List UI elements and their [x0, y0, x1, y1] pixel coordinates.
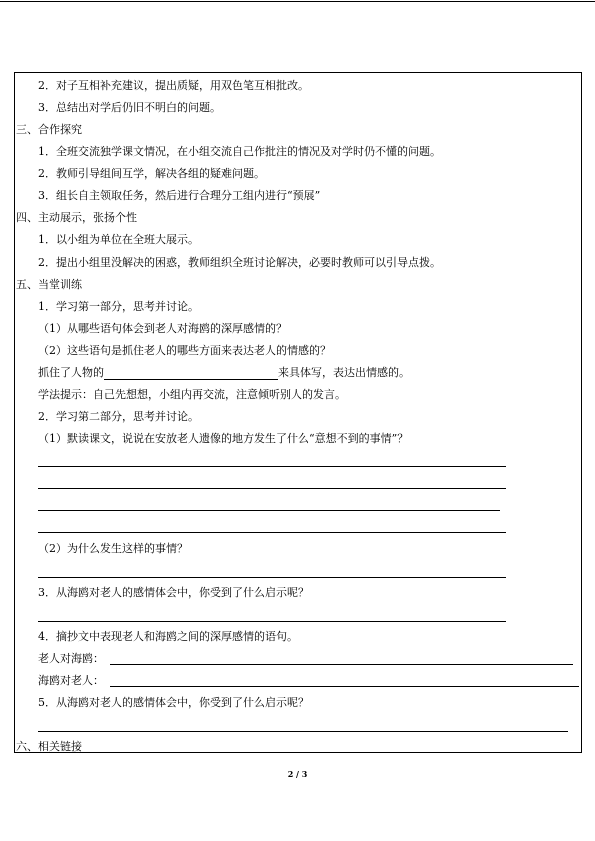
- old-man-to-gulls-line[interactable]: [110, 664, 573, 665]
- section-4-item-1: 1．以小组为单位在全班大展示。: [38, 233, 199, 246]
- section-4-heading: 四、主动展示，张扬个性: [16, 211, 137, 224]
- section-5-heading: 五、当堂训练: [16, 278, 82, 291]
- fill-in-suffix: 来具体写，表达出情感的。: [278, 366, 410, 379]
- study-tip: 学法提示：自己先想想，小组内再交流，注意倾听别人的发言。: [38, 388, 346, 401]
- answer-line[interactable]: [38, 532, 506, 533]
- section-3-item-1: 1．全班交流独学课文情况，在小组交流自己作批注的情况及对学时仍不懂的问题。: [38, 145, 441, 158]
- step-2-pair-review: 2．对子互相补充建议，提出质疑，用双色笔互相批改。: [38, 79, 309, 92]
- answer-line[interactable]: [38, 466, 506, 467]
- section-6-heading: 六、相关链接: [16, 740, 82, 753]
- answer-line[interactable]: [38, 488, 506, 489]
- step-3-summary: 3．总结出对学后仍旧不明白的问题。: [38, 101, 221, 114]
- part-2-sub-1: （1）默读课文，说说在安放老人遗像的地方发生了什么“意想不到的事情”？: [38, 432, 409, 445]
- part-1-sub-2: （2）这些语句是抓住老人的哪些方面来表达老人的情感的？: [38, 344, 331, 357]
- part-4-question: 4．摘抄文中表现老人和海鸥之间的深厚感情的语句。: [38, 630, 298, 643]
- old-man-to-gulls-label: 老人对海鸥：: [38, 652, 104, 665]
- part-3-question: 3．从海鸥对老人的感情体会中，你受到了什么启示呢？: [38, 586, 309, 599]
- section-3-item-3: 3．组长自主领取任务，然后进行合理分工组内进行“预展”: [38, 189, 321, 202]
- part-5-question: 5．从海鸥对老人的感情体会中，你受到了什么启示呢？: [38, 696, 309, 709]
- fill-in-sentence: [38, 366, 410, 380]
- gulls-to-old-man-line[interactable]: [110, 686, 579, 687]
- gulls-to-old-man-label: 海鸥对老人：: [38, 674, 104, 687]
- fill-in-blank[interactable]: [104, 367, 278, 380]
- section-4-item-2: 2．提出小组里没解决的困惑，教师组织全班讨论解决，必要时教师可以引导点拨。: [38, 256, 441, 269]
- part-1-question: 1．学习第一部分，思考并讨论。: [38, 300, 199, 313]
- header-rule: [0, 1, 595, 2]
- fill-in-prefix: 抓住了人物的: [38, 366, 104, 379]
- section-3-heading: 三、合作探究: [16, 123, 82, 136]
- part-2-sub-2: （2）为什么发生这样的事情？: [38, 542, 188, 555]
- section-3-item-2: 2．教师引导组间互学，解决各组的疑难问题。: [38, 167, 265, 180]
- page-number: 2 / 3: [287, 769, 308, 779]
- answer-line[interactable]: [38, 731, 568, 732]
- answer-line[interactable]: [38, 510, 500, 511]
- answer-line[interactable]: [38, 577, 506, 578]
- part-1-sub-1: （1）从哪些语句体会到老人对海鸥的深厚感情的？: [38, 322, 287, 335]
- answer-line[interactable]: [38, 621, 506, 622]
- part-2-question: 2．学习第二部分，思考并讨论。: [38, 410, 199, 423]
